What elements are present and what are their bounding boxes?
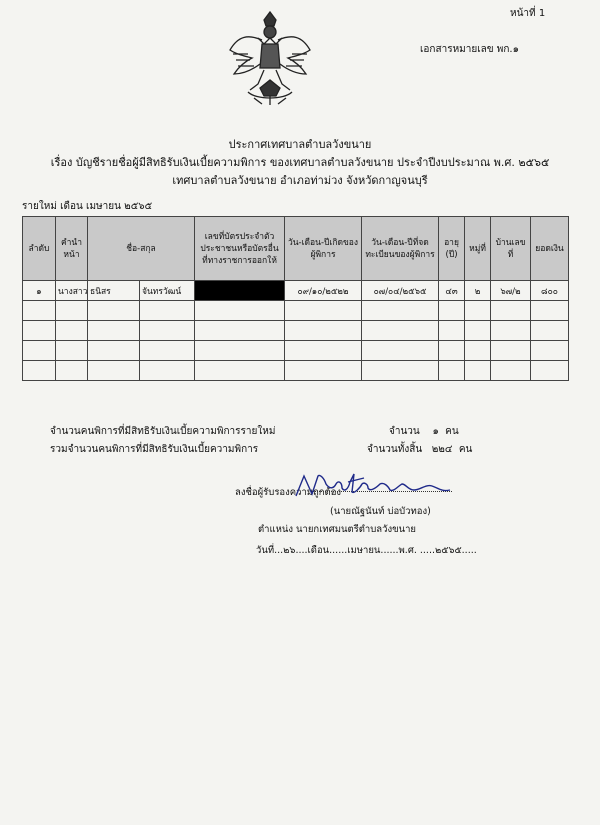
new-count-label: จำนวนคนพิการที่มีสิทธิรับเงินเบี้ยความพิการรายใหม่ xyxy=(50,426,276,437)
table-row-empty xyxy=(23,341,569,361)
header-no: ลำดับ xyxy=(23,217,56,281)
table-row-empty xyxy=(23,361,569,381)
document-reference: เอกสารหมายเลข พก.๑ xyxy=(420,44,519,55)
cell-last-name: จันทรวัฒน์ xyxy=(140,281,195,301)
signature-label: ลงชื่อผู้รับรองความถูกต้อง xyxy=(235,487,342,498)
cell-birth-date: ๐๙/๑๐/๒๕๒๒ xyxy=(285,281,362,301)
total-count-label: รวมจำนวนคนพิการที่มีสิทธิรับเงินเบี้ยความพิการ xyxy=(50,444,259,455)
header-birth-date: วัน-เดือน-ปีเกิดของผู้พิการ xyxy=(285,217,362,281)
cell-amount: ๘๐๐ xyxy=(531,281,569,301)
page-number: หน้าที่ 1 xyxy=(510,8,546,19)
header-age: อายุ (ปี) xyxy=(439,217,465,281)
header-amount: ยอดเงิน xyxy=(531,217,569,281)
header-village: หมู่ที่ xyxy=(465,217,491,281)
cell-register-date: ๐๗/๐๔/๒๕๖๕ xyxy=(362,281,439,301)
signer-position: ตำแหน่ง นายกเทศมนตรีตำบลวังขนาย xyxy=(258,524,416,535)
header-house-no: บ้านเลขที่ xyxy=(491,217,531,281)
table-row-empty xyxy=(23,321,569,341)
signer-name: (นายณัฐนันท์ บ่อบัวทอง) xyxy=(330,506,431,517)
header-id-number: เลขที่บัตรประจำตัวประชาชนหรือบัตรอื่นที่ทางราชการออกให้ xyxy=(195,217,285,281)
header-register-date: วัน-เดือน-ปีที่จดทะเบียนของผู้พิการ xyxy=(362,217,439,281)
handwritten-signature xyxy=(290,470,460,502)
header-prefix: คำนำหน้า xyxy=(56,217,88,281)
announcement-location: เทศบาลตำบลวังขนาย อำเภอท่าม่วง จังหวัดกาญจนบุรี xyxy=(172,174,428,187)
cell-first-name: ธนิสร xyxy=(88,281,140,301)
batch-label: รายใหม่ เดือน เมษายน ๒๕๖๕ xyxy=(22,201,153,212)
new-count-value: จำนวน ๑ คน xyxy=(389,426,459,437)
table-row xyxy=(23,281,569,301)
garuda-emblem-icon xyxy=(228,10,312,106)
beneficiary-table xyxy=(22,216,569,381)
announcement-title: ประกาศเทศบาลตำบลวังขนาย xyxy=(228,138,372,151)
cell-house-no: ๖๗/๒ xyxy=(491,281,531,301)
signature-date: วันที่...๒๖....เดือน......เมษายน......พ.ศ. .....๒๕๖๕..... xyxy=(256,545,477,556)
cell-prefix: นางสาว xyxy=(56,281,88,301)
header-full-name: ชื่อ-สกุล xyxy=(88,217,195,281)
total-count-value: จำนวนทั้งสิ้น ๒๒๔ คน xyxy=(367,444,473,455)
cell-id-redacted xyxy=(195,281,285,301)
cell-village: ๒ xyxy=(465,281,491,301)
table-row-empty xyxy=(23,301,569,321)
announcement-subject: เรื่อง บัญชีรายชื่อผู้มีสิทธิรับเงินเบี้ยความพิการ ของเทศบาลตำบลวังขนาย ประจำปีงบประมาณ พ.ศ. ๒๕๖๕ xyxy=(50,156,550,169)
cell-age: ๔๓ xyxy=(439,281,465,301)
table-header-row xyxy=(23,217,569,281)
cell-no: ๑ xyxy=(23,281,56,301)
